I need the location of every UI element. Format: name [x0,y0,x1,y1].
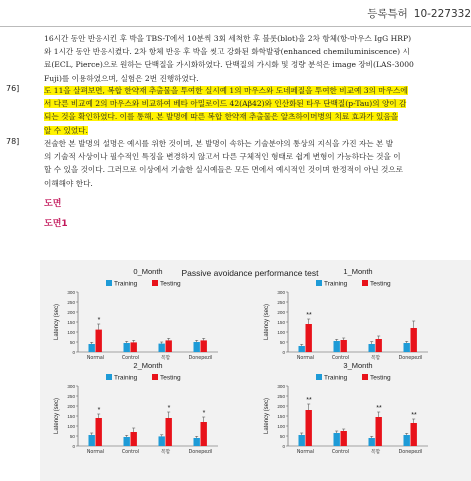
significance-mark: ** [411,412,417,419]
paragraph-top [44,32,471,85]
paragraph-76 [44,84,471,137]
paragraph-number-78: 78] [6,137,20,146]
text-line: 의 기술적 사상이나 필수적인 특징을 변경하지 않고서 다른 구체적인 형태로 쉽게 변형이 가능하다는 것을 이 [44,152,401,162]
x-tick-label: Control [121,356,140,361]
panel-title: 0_Month [133,267,163,276]
highlighted-text: 알 수 있었다. [44,125,88,135]
bar [159,436,165,446]
bar [341,340,347,352]
legend-swatch [152,374,158,380]
y-tick-label: 300 [67,383,75,389]
x-tick-label: Donepezil [188,356,213,361]
patent-header [367,6,471,21]
text-line: 이해해야 한다. [44,178,93,188]
y-tick-label: 300 [277,289,285,295]
x-tick-label: 복합 [370,450,381,455]
y-tick-label: 100 [277,329,285,335]
y-tick-label: 0 [282,349,285,355]
y-tick-label: 0 [72,349,75,355]
y-tick-label: 150 [67,413,75,419]
figure-1 [40,260,471,481]
y-tick-label: 250 [277,299,285,305]
text-line: 료(ECL, Pierce)으로 원하는 단백질을 가시화하였다. 단백질의 가시화 및 정량 분석은 image 장비(LAS-3000 [44,60,414,70]
figure-title: Passive avoidance performance test [181,268,319,278]
y-tick-label: 50 [69,339,75,345]
y-axis-label: Latency (sec) [54,397,60,435]
y-tick-label: 200 [67,309,75,315]
bar [201,340,207,352]
legend-label: Training [114,280,138,288]
y-tick-label: 0 [282,443,285,449]
significance-mark: * [202,410,206,417]
highlighted-text: 도 11을 살펴보면, 복합 한약재 추출물을 투여한 실시예 1의 마우스와 도네페질을 투여한 비교예 3의 마우스에 [44,86,408,95]
highlighted-text: 되는 것을 확인하였다. 이를 통해, 본 발명에 따른 복합 한약재 추출물은 알츠하이머병의 치료 효과가 있음을 [44,112,399,122]
bar [306,410,312,446]
x-tick-label: 복합 [160,356,171,361]
y-tick-label: 200 [277,309,285,315]
text-line: Fuji)를 이용하였으며, 실험은 2번 진행하였다. [44,73,199,83]
y-tick-label: 50 [279,433,285,439]
bar [376,339,382,352]
y-tick-label: 250 [277,393,285,399]
y-tick-label: 100 [277,423,285,429]
y-tick-label: 50 [279,339,285,345]
x-tick-label: Control [331,356,350,361]
bar [341,431,347,446]
text-line: 16시간 동안 반응시킨 후 박을 TBS-T에서 10분씩 3회 세척한 후 블롯(blot)을 2차 항체(항-마우스 IgG HRP) [44,34,412,43]
bar [404,435,410,446]
legend-label: Testing [370,374,391,382]
paragraph-78 [44,137,471,190]
bar [89,344,95,352]
legend-label: Training [324,280,348,288]
y-tick-label: 100 [67,423,75,429]
x-tick-label: Donepezil [398,450,423,455]
panel-title: 2_Month [133,361,163,370]
legend-label: Testing [370,280,391,288]
text-line: 와 1시간 동안 반응시켰다. 2차 항체 반응 후 박을 씻고 강화된 화학발광(enhanced chemiluminiscence) 시 [44,47,410,57]
panel-title: 1_Month [343,267,373,276]
x-tick-label: Donepezil [188,450,213,455]
significance-mark: * [97,317,101,324]
bar [411,328,417,352]
legend-swatch [316,280,322,286]
x-tick-label: Normal [86,450,105,455]
y-tick-label: 200 [67,403,75,409]
text-line: 할 수 있을 것이다. 그러므로 이상에서 기술한 실시예들은 모든 면에서 예시적인 것이며 한정적이 아닌 것으로 [44,165,403,175]
bar [369,344,375,352]
paragraph-number-76: 76] [6,84,20,93]
legend-swatch [106,280,112,286]
bar [89,435,95,446]
bar [124,343,130,352]
legend-label: Testing [160,374,181,382]
y-tick-label: 0 [72,443,75,449]
figure-label: 도면1 [44,219,68,229]
figure-heading: 도면 [44,199,62,209]
bar [96,330,102,352]
x-tick-label: Normal [296,450,315,455]
y-tick-label: 200 [277,403,285,409]
legend-label: Training [114,374,138,382]
x-tick-label: Control [331,450,350,455]
bar [166,418,172,446]
y-tick-label: 100 [67,329,75,335]
y-axis-label: Latency (sec) [54,303,60,341]
y-tick-label: 300 [67,289,75,295]
bar [159,344,165,352]
x-tick-label: Normal [86,356,105,361]
y-tick-label: 50 [69,433,75,439]
x-tick-label: 복합 [160,450,171,455]
highlighted-text: 서 다른 비교예 2의 마우스와 비교하여 베타 아밀로이드 42(Aβ42)와 인산화된 타우 단백질(p-Tau)의 양이 감 [44,99,407,109]
legend-swatch [362,374,368,380]
x-tick-label: Normal [296,356,315,361]
significance-mark: ** [306,397,312,404]
x-tick-label: 복합 [370,356,381,361]
y-tick-label: 150 [67,319,75,325]
legend-label: Testing [160,280,181,288]
x-tick-label: Donepezil [398,356,423,361]
significance-mark: * [167,405,171,412]
bar [166,340,172,352]
legend-label: Training [324,374,348,382]
y-tick-label: 250 [67,393,75,399]
legend-swatch [152,280,158,286]
passive-avoidance-chart [40,260,471,481]
patent-kind: 등록특허 [367,8,408,20]
patent-number: 10-227332 [413,8,471,20]
bar [131,342,137,352]
bar [96,418,102,446]
y-tick-label: 250 [67,299,75,305]
bar [334,433,340,446]
panel-title: 3_Month [343,361,373,370]
y-tick-label: 150 [277,413,285,419]
bar [334,341,340,352]
significance-mark: ** [306,312,312,319]
significance-mark: * [97,407,101,414]
legend-swatch [106,374,112,380]
figure-background [40,260,471,481]
y-axis-label: Latency (sec) [264,303,270,341]
legend-swatch [316,374,322,380]
bar [299,435,305,446]
bar [369,438,375,446]
bar [411,423,417,446]
y-axis-label: Latency (sec) [264,397,270,435]
bar [194,342,200,352]
bar [194,438,200,446]
legend-swatch [362,280,368,286]
header-divider [0,26,471,27]
bar [404,343,410,352]
y-tick-label: 150 [277,319,285,325]
x-tick-label: Control [121,450,140,455]
bar [306,324,312,352]
bar [124,437,130,446]
bar [376,417,382,446]
bar [299,346,305,352]
text-line: 전술한 본 발명의 설명은 예시를 위한 것이며, 본 발명이 속하는 기술분야의 통상의 지식을 가진 자는 본 발 [44,139,394,148]
bar [131,432,137,446]
bar [201,422,207,446]
y-tick-label: 300 [277,383,285,389]
significance-mark: ** [376,405,382,412]
